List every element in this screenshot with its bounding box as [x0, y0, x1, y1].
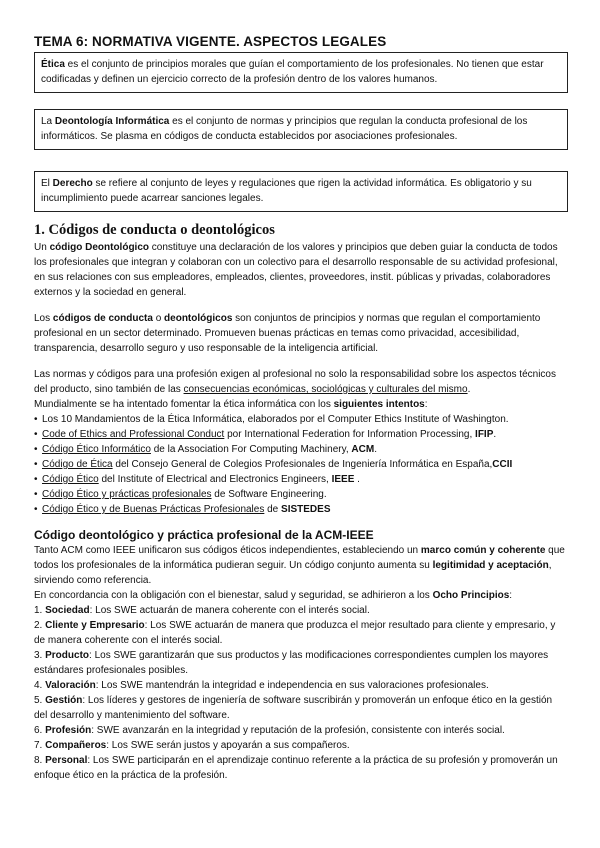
principle-number: 4.	[34, 680, 46, 691]
principle-name: Personal	[45, 755, 88, 766]
org-name: IEEE	[331, 474, 355, 485]
principle-name: Compañeros	[45, 740, 107, 751]
principle-number: 2.	[34, 620, 46, 631]
bullet-icon: •	[34, 444, 38, 455]
paragraph-ocho-principios	[34, 588, 568, 603]
principle-text: : Los líderes y gestores de ingeniería de software suscribirán y promoverán un enfoque ético en la gestión del desarrollo y mantenimiento del software.	[34, 695, 553, 721]
principle-text: : Los SWE actuarán de manera coherente con el interés social.	[89, 605, 370, 616]
principle-number: 6.	[34, 725, 46, 736]
document-page	[34, 34, 568, 783]
org-name: ACM	[351, 444, 375, 455]
text-span: Un	[34, 242, 50, 253]
page-title: TEMA 6: NORMATIVA VIGENTE. ASPECTOS LEGALES	[34, 34, 387, 49]
section-heading-acm-ieee: Código deontológico y práctica profesional de la ACM-IEEE	[34, 528, 374, 542]
bullet-icon: •	[34, 489, 38, 500]
list-item-text: por International Federation for Information Processing,	[224, 429, 476, 440]
text-span: .	[493, 429, 497, 440]
list-item-text: del Institute of Electrical and Electronics Engineers,	[98, 474, 332, 485]
bullet-icon: •	[34, 429, 38, 440]
definition-prefix: La	[41, 116, 55, 127]
definition-box-deontologia	[34, 109, 568, 150]
org-name: IFIP	[475, 429, 494, 440]
text-span: son conjuntos de principios y normas que regulan el comportamiento profesional en un sector determinado. Promueven buenas prácticas en temas como privacidad, accesibilidad, transparencia, desarrollo seguro y uso responsable de la inteligencia artificial.	[34, 313, 541, 354]
principle-name: Profesión	[45, 725, 92, 736]
principle-item	[34, 678, 568, 693]
list-item	[34, 412, 568, 427]
text-span: que todos los profesionales de la informática pudieran seguir. Un código conjunto aumenta su	[34, 545, 565, 571]
principle-item	[34, 618, 568, 648]
bold-term: códigos de conducta	[52, 313, 153, 324]
principles-list	[34, 603, 568, 783]
code-link[interactable]: Código Ético y prácticas profesionales	[42, 489, 212, 500]
paragraph-codigo-deontologico	[34, 240, 568, 300]
list-item	[34, 472, 568, 487]
text-span: Mundialmente se ha intentado fomentar la ética informática con los	[34, 399, 334, 410]
list-item-text: de Software Engineering.	[211, 489, 327, 500]
list-item	[34, 427, 568, 442]
principle-name: Producto	[45, 650, 90, 661]
principle-name: Sociedad	[45, 605, 90, 616]
principle-name: Cliente y Empresario	[45, 620, 145, 631]
list-item-text: de la Association For Computing Machinery,	[150, 444, 352, 455]
term-derecho: Derecho	[52, 178, 93, 189]
paragraph-acm-ieee	[34, 543, 568, 588]
code-link[interactable]: Code of Ethics and Professional Conduct	[42, 429, 225, 440]
paragraph-codigos-conducta	[34, 311, 568, 356]
principle-text: : Los SWE actuarán de manera que produzca el mejor resultado para cliente y empresario, y de manera coherente con el interés social.	[34, 620, 556, 646]
principle-text: : Los SWE mantendrán la integridad e independencia en sus valoraciones profesionales.	[95, 680, 489, 691]
bold-term: siguientes intentos	[333, 399, 425, 410]
principle-number: 1.	[34, 605, 46, 616]
code-link[interactable]: Código de Ética	[42, 459, 113, 470]
definition-text: es el conjunto de normas y principios que regulan la conducta profesional de los informáticos. Se plasma en códigos de conducta establecidos por asociaciones profesionales.	[41, 116, 528, 142]
paragraph-intentos	[34, 397, 568, 412]
definition-text: es el conjunto de principios morales que guían el comportamiento de los profesionales. No tienen que estar codificadas y definen un ejercicio correcto de la profesión dentro de los valores humanos.	[41, 59, 544, 85]
principle-name: Gestión	[45, 695, 83, 706]
definition-prefix: El	[41, 178, 53, 189]
principle-number: 8.	[34, 755, 46, 766]
principle-text: : SWE avanzarán en la integridad y reputación de la profesión, consistente con interés social.	[91, 725, 505, 736]
bullet-icon: •	[34, 504, 38, 515]
list-item-text: Los 10 Mandamientos de la Ética Informática, elaborados por el Computer Ethics Institute of Washington.	[42, 414, 509, 425]
list-item	[34, 457, 568, 472]
principle-text: : Los SWE garantizarán que sus productos y las modificaciones correspondientes cumplen los mayores estándares profesionales posibles.	[34, 650, 549, 676]
text-span: :	[424, 399, 428, 410]
principle-text: : Los SWE serán justos y apoyarán a sus compañeros.	[106, 740, 350, 751]
bold-term: legitimidad y aceptación	[432, 560, 549, 571]
bold-term: deontológicos	[164, 313, 233, 324]
bold-term: código Deontológico	[49, 242, 149, 253]
principle-item	[34, 738, 568, 753]
text-span: .	[354, 474, 360, 485]
definition-box-derecho	[34, 171, 568, 212]
bullet-icon: •	[34, 474, 38, 485]
text-span: Los	[34, 313, 53, 324]
principle-name: Valoración	[45, 680, 96, 691]
term-etica: Ética	[41, 59, 65, 70]
principle-item	[34, 723, 568, 738]
list-item	[34, 442, 568, 457]
paragraph-normas	[34, 367, 568, 397]
text-span: .	[467, 384, 471, 395]
text-span: .	[374, 444, 377, 455]
bullet-icon: •	[34, 459, 38, 470]
text-span: constituye una declaración de los valores y principios que deben guiar la conducta de todos los profesionales que integran y colaboran con un colectivo para el desarrollo responsable de su actividad profesional, en sus relaciones con sus empleadores, empleados, clientes, proveedores, instit. públicas y privadas, colaboradores externos y la sociedad en general.	[34, 242, 558, 298]
principle-item	[34, 603, 568, 618]
code-link[interactable]: Código Ético y de Buenas Prácticas Profesionales	[42, 504, 265, 515]
principle-item	[34, 693, 568, 723]
text-span: En concordancia con la obligación con el bienestar, salud y seguridad, se adhirieron a los	[34, 590, 433, 601]
term-deontologia: Deontología Informática	[54, 116, 170, 127]
text-span: o	[152, 313, 165, 324]
code-link[interactable]: Código Ético	[42, 474, 99, 485]
underlined-text: consecuencias económicas, sociológicas y culturales del mismo	[183, 384, 468, 395]
list-item	[34, 487, 568, 502]
bold-term: marco común y coherente	[420, 545, 546, 556]
principle-number: 3.	[34, 650, 46, 661]
list-item-text: del Consejo General de Colegios Profesionales de Ingeniería Informática en España,	[112, 459, 493, 470]
principle-number: 5.	[34, 695, 46, 706]
text-span: Tanto ACM como IEEE unificaron sus códigos éticos independientes, estableciendo un	[34, 545, 421, 556]
org-name: CCII	[492, 459, 513, 470]
bullet-icon: •	[34, 414, 38, 425]
definition-box-etica	[34, 52, 568, 93]
section-heading-codigos: 1. Códigos de conducta o deontológicos	[34, 222, 275, 238]
text-span: Las normas y códigos para una profesión exigen al profesional no solo la responsabilidad sobre los aspectos técnicos del producto, sino también de las	[34, 369, 556, 395]
principle-number: 7.	[34, 740, 46, 751]
principle-item	[34, 753, 568, 783]
bold-term: Ocho Principios	[432, 590, 510, 601]
list-item	[34, 502, 568, 517]
text-span: :	[509, 590, 513, 601]
code-link[interactable]: Código Ético Informático	[42, 444, 151, 455]
principle-item	[34, 648, 568, 678]
list-item-text: de	[264, 504, 282, 515]
text-span: , sirviendo como referencia.	[34, 560, 552, 586]
intentos-list	[34, 412, 568, 517]
principle-text: : Los SWE participarán en el aprendizaje continuo referente a la práctica de su profesión y promoverán un enfoque ético en la práctica de la profesión.	[34, 755, 558, 781]
org-name: SISTEDES	[281, 504, 331, 515]
definition-text: se refiere al conjunto de leyes y regulaciones que rigen la actividad informática. Es obligatorio y su incumplimiento puede acarrear sanciones legales.	[41, 178, 532, 204]
